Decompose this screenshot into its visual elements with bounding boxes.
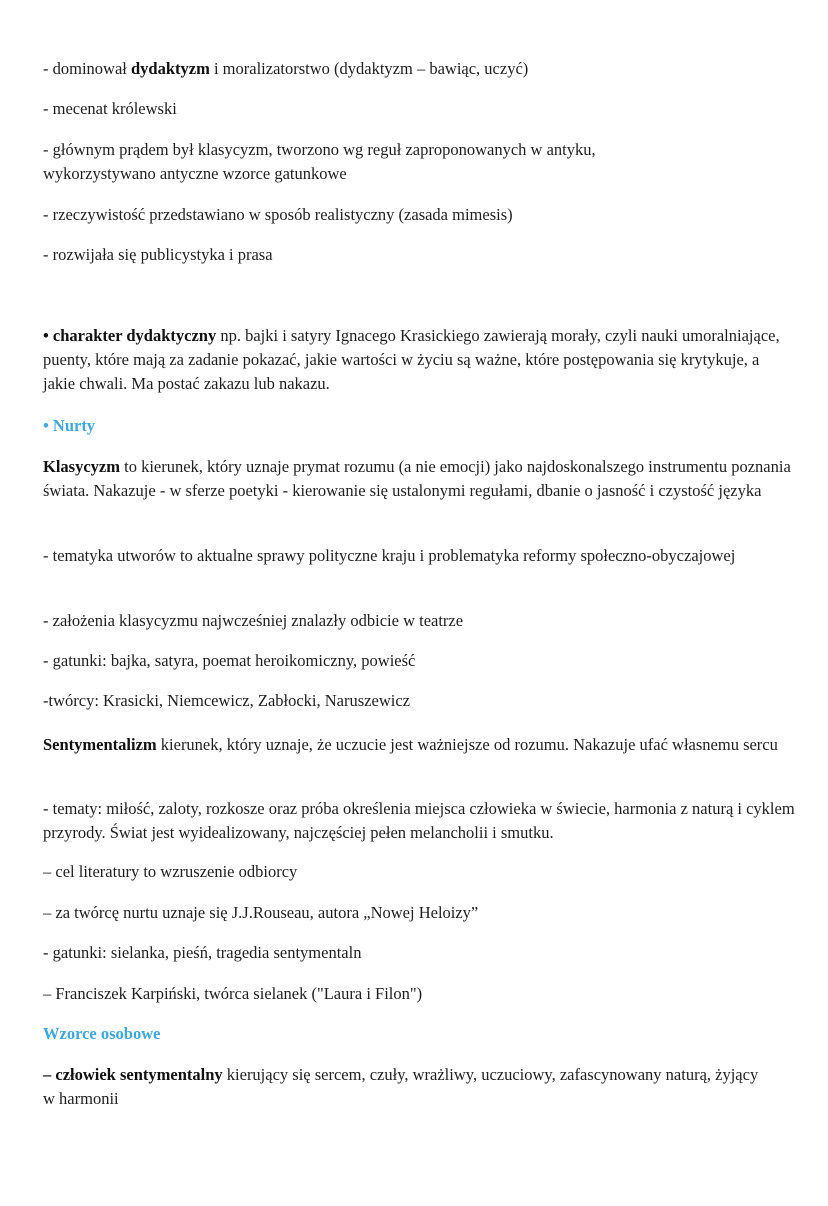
bullet-publicystyka: - rozwijała się publicystyka i prasa bbox=[43, 245, 273, 264]
bullet-zalozenia: - założenia klasycyzmu najwcześniej znalazły odbicie w teatrze bbox=[43, 611, 464, 630]
bullet-klasycyzm-prad: - głównym prądem był klasycyzm, tworzono wg reguł zaproponowanych w antyku, wykorzystywano antyczne wzorce gatunkowe bbox=[43, 140, 596, 183]
bullet-cel-literatury: – cel literatury to wzruszenie odbiorcy bbox=[43, 862, 298, 881]
paragraph-czlowiek-sentymentalny bbox=[43, 1063, 763, 1111]
bold-term: Sentymentalizm bbox=[43, 735, 157, 754]
bullet-tematy: - tematy: miłość, zaloty, rozkosze oraz próba określenia miejsca człowieka w świecie, harmonia z naturą i cyklem przyrody. Świat jest wyidealizowany, najczęściej pełen melancholii i smutku. bbox=[43, 799, 795, 842]
bullet-tworcy: -twórcy: Krasicki, Niemcewicz, Zabłocki, Naruszewicz bbox=[43, 691, 410, 710]
bullet-gatunki-sentymentalizm: - gatunki: sielanka, pieśń, tragedia sentymentaln bbox=[43, 943, 362, 962]
bullet-mecenat: - mecenat królewski bbox=[43, 99, 177, 118]
text: i moralizatorstwo (dydaktyzm – bawiąc, uczyć) bbox=[209, 59, 529, 78]
paragraph-charakter-dydaktyczny bbox=[43, 324, 788, 396]
bold-term: Klasycyzm bbox=[43, 457, 120, 476]
bullet-dydaktyzm bbox=[43, 57, 791, 81]
text: kierujący się sercem, czuły, wrażliwy, uczuciowy, zafascynowany naturą, żyjący w harmonii bbox=[43, 1065, 759, 1108]
paragraph-sentymentalizm bbox=[43, 733, 783, 757]
text: kierunek, który uznaje, że uczucie jest ważniejsze od rozumu. Nakazuje ufać własnemu sercu bbox=[156, 735, 778, 754]
text: np. bajki i satyry Ignacego Krasickiego zawierają morały, czyli nauki umoralniające, puenty, które mają za zadanie pokazać, jakie wartości w życiu są ważne, które postępowania się krytykuje, a jakie chwali. Ma postać zakazu lub nakazu. bbox=[43, 326, 780, 393]
text: - dominował bbox=[43, 59, 131, 78]
bullet-tematyka: - tematyka utworów to aktualne sprawy polityczne kraju i problematyka reformy społeczno-obyczajowej bbox=[43, 546, 736, 565]
heading-wzorce-osobowe: Wzorce osobowe bbox=[43, 1024, 161, 1043]
bold-term: – człowiek sentymentalny bbox=[43, 1065, 223, 1084]
text: to kierunek, który uznaje prymat rozumu (a nie emocji) jako najdoskonalszego instrumentu poznania świata. Nakazuje - w sferze poetyki - kierowanie się ustalonymi regułami, dbanie o jasność i czystość języka bbox=[43, 457, 791, 500]
bullet-karpinski: – Franciszek Karpiński, twórca sielanek ("Laura i Filon") bbox=[43, 984, 423, 1003]
heading-nurty: • Nurty bbox=[43, 416, 96, 435]
bold-term: • charakter dydaktyczny bbox=[43, 326, 217, 345]
bullet-mimesis: - rzeczywistość przedstawiano w sposób realistyczny (zasada mimesis) bbox=[43, 205, 513, 224]
paragraph-klasycyzm bbox=[43, 455, 793, 503]
bullet-tworca-nurtu: – za twórcę nurtu uznaje się J.J.Rouseau, autora „Nowej Heloizy” bbox=[43, 903, 479, 922]
bold-term: dydaktyzm bbox=[131, 59, 210, 78]
bullet-gatunki-klasycyzm: - gatunki: bajka, satyra, poemat heroikomiczny, powieść bbox=[43, 651, 416, 670]
